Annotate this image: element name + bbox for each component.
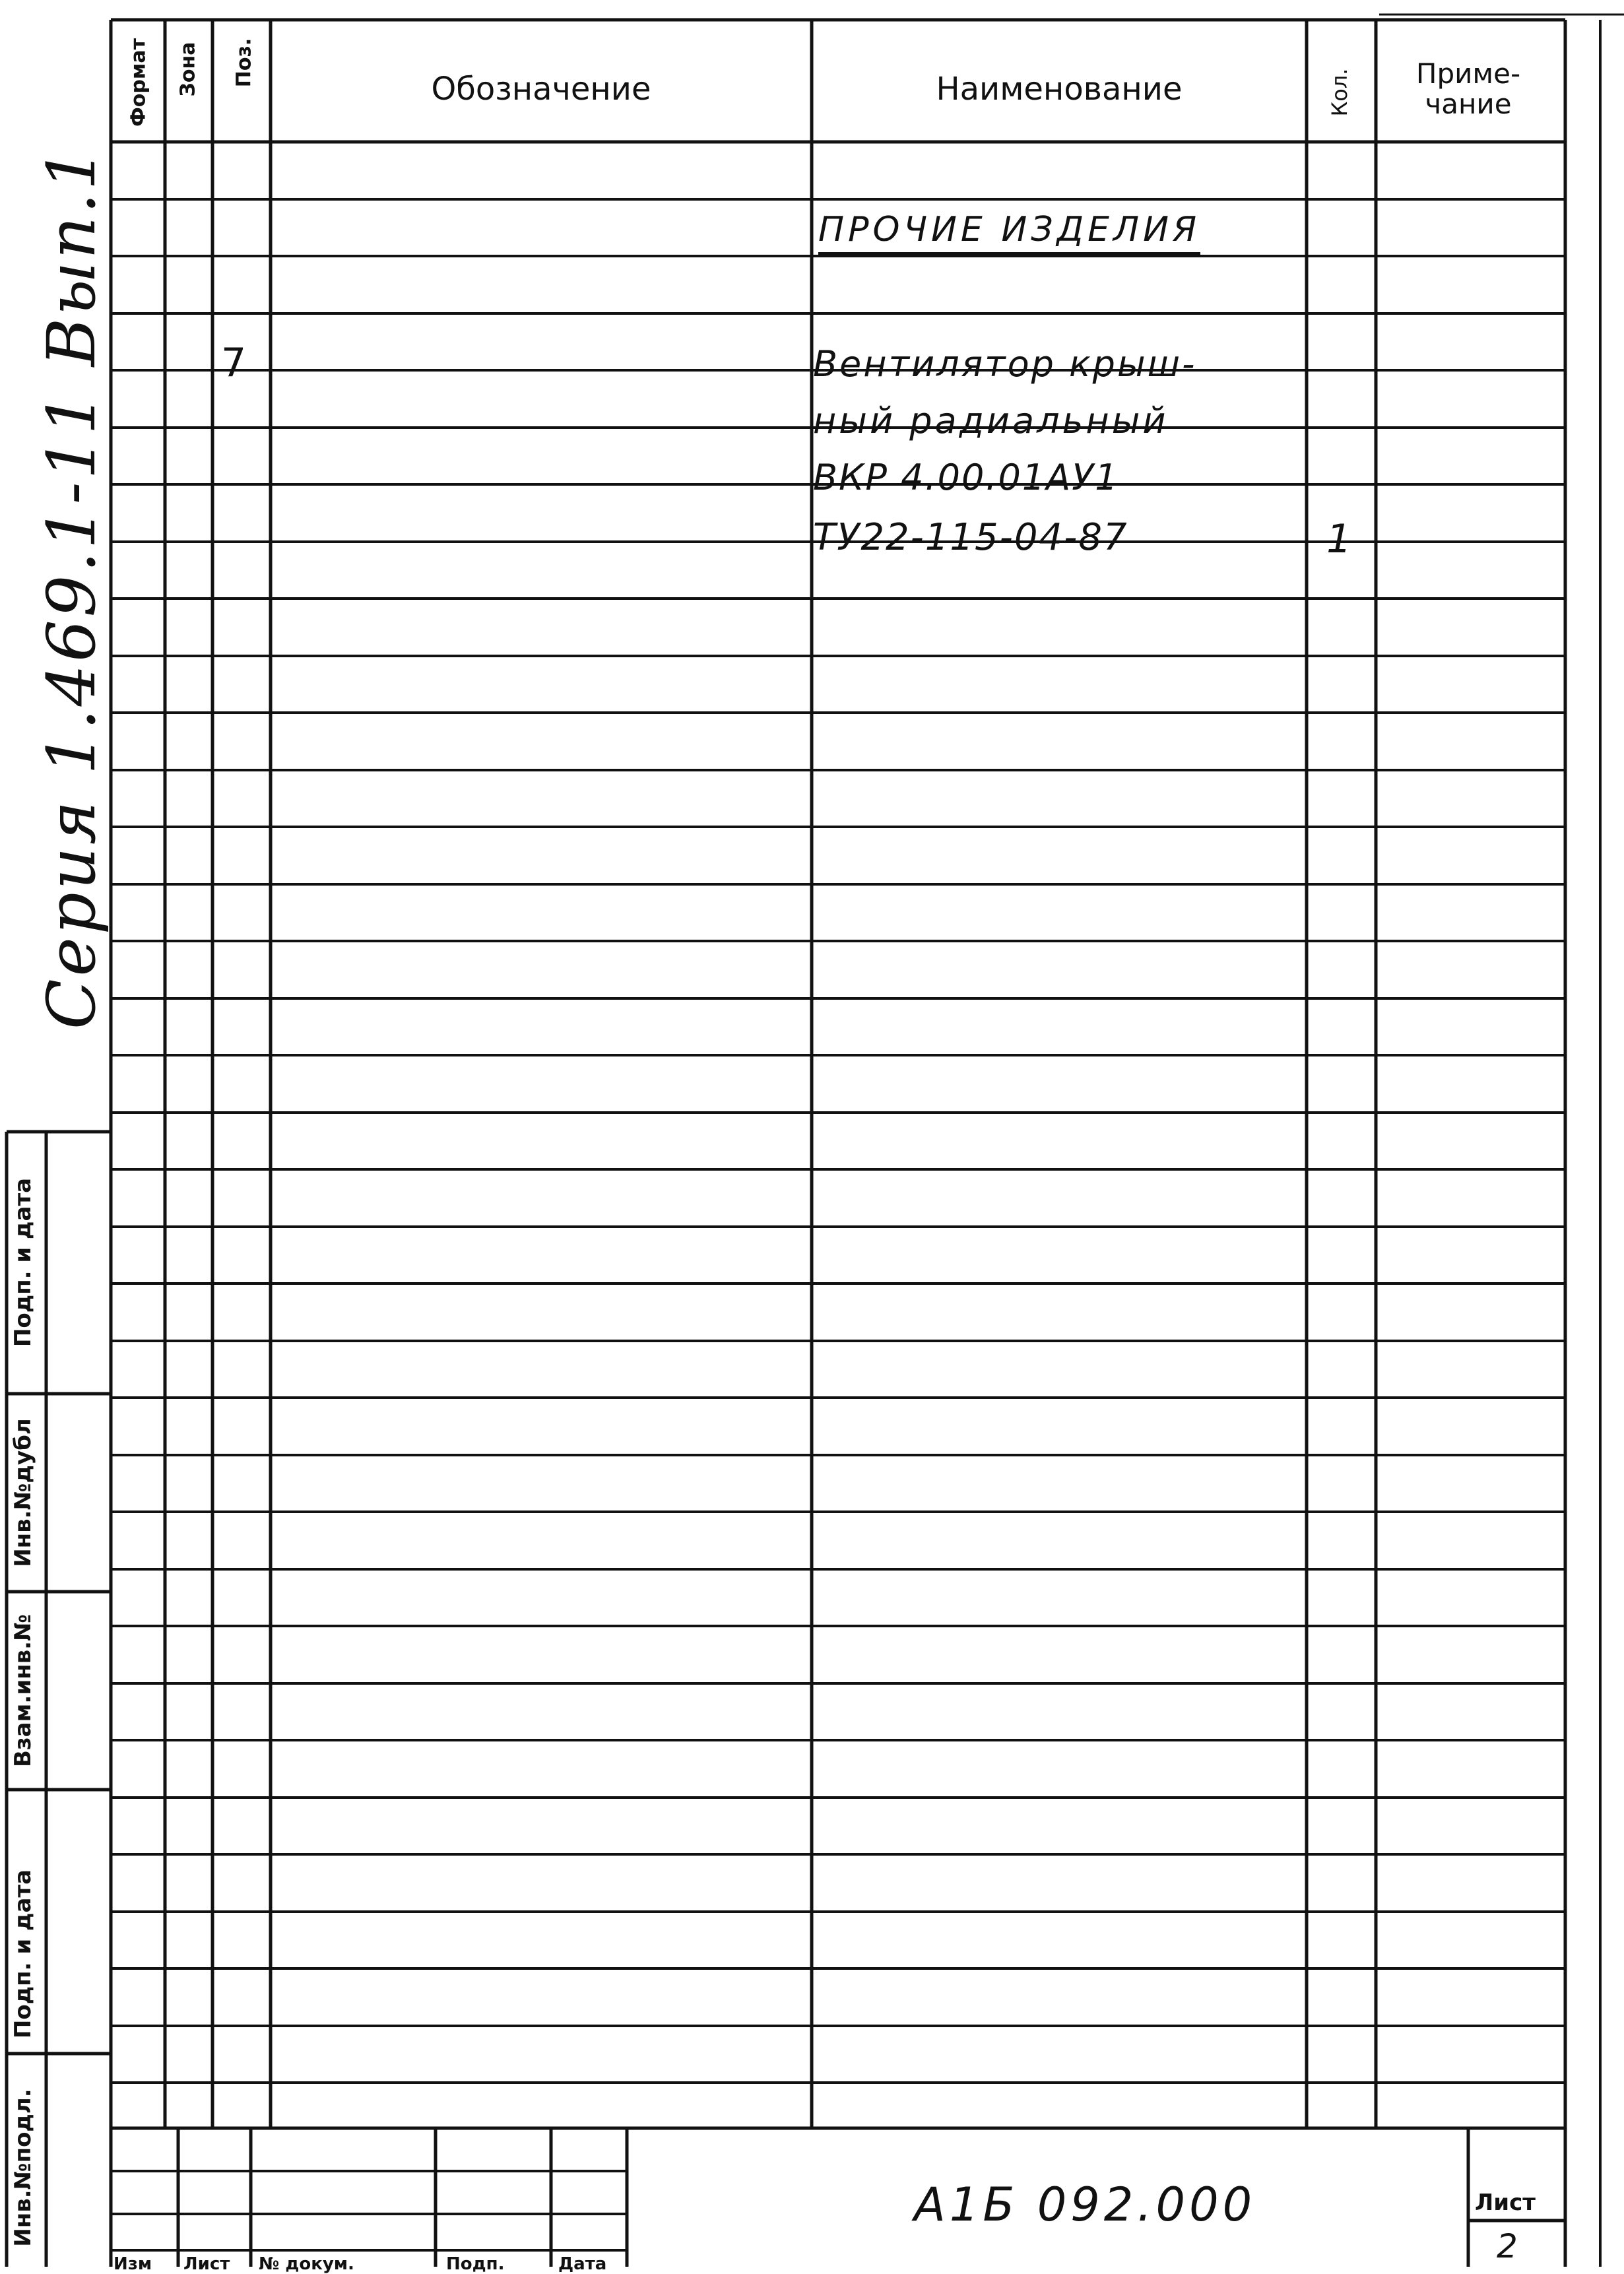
header-note (1376, 40, 1561, 139)
row-4-name: ТУ22-115-04-87 (813, 516, 1128, 559)
side-label-inv-dubl: Инв.№дубл (10, 1418, 36, 1567)
side-label-podp-data-2: Подп. и дата (10, 1869, 36, 2039)
header-name: Наименование (936, 70, 1183, 108)
header-designation: Обозначение (431, 70, 651, 108)
row-3-name: ВКР 4.00.01АУ1 (813, 457, 1119, 498)
row-2-name: ный радиальный (813, 400, 1169, 441)
row-1-pos: 7 (221, 340, 247, 386)
bottom-label-dokum: № докум. (259, 2254, 354, 2274)
header-note-line2: чание (1425, 88, 1512, 120)
header-pos: Поз. (232, 38, 256, 88)
sheet-number: 2 (1497, 2227, 1518, 2265)
header-zone: Зона (176, 42, 200, 97)
doc-code: А1Б 092.000 (914, 2178, 1256, 2232)
row-4-qty: 1 (1326, 516, 1352, 562)
bottom-label-data: Дата (558, 2254, 607, 2274)
sheet-label: Лист (1475, 2190, 1536, 2216)
row-1-name: Вентилятор крыш- (813, 343, 1197, 385)
series-note: Серия 1.469.1-11 Вып.1 (33, 145, 110, 1029)
header-note-line1: Приме- (1415, 57, 1521, 90)
side-label-vzam-inv: Взам.инв.№ (10, 1614, 36, 1767)
side-label-inv-podl: Инв.№подл. (10, 2089, 36, 2247)
header-format: Формат (127, 38, 150, 127)
bottom-label-podp: Подп. (446, 2254, 505, 2274)
section-title-text: ПРОЧИЕ ИЗДЕЛИЯ (818, 210, 1201, 249)
header-qty: Кол. (1327, 68, 1352, 117)
bottom-label-izm: Изм (114, 2254, 152, 2274)
side-label-podp-data: Подп. и дата (10, 1177, 36, 1348)
section-title (818, 210, 1200, 255)
bottom-label-list: Лист (183, 2254, 230, 2274)
